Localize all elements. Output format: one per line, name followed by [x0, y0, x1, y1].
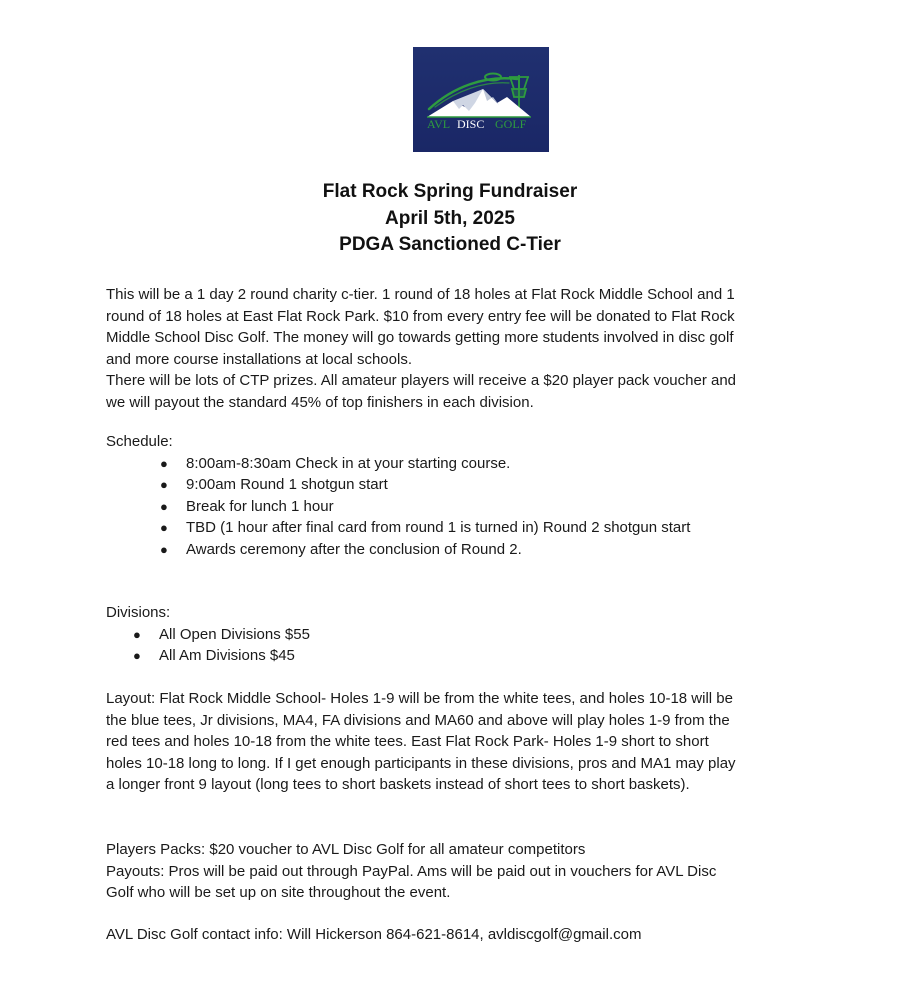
bullet-icon: ●: [133, 648, 141, 663]
division-item: [106, 624, 806, 646]
logo-text-avl: AVL: [427, 117, 451, 131]
schedule-item-text: Awards ceremony after the conclusion of Round 2.: [186, 540, 522, 558]
schedule-item: [106, 517, 806, 539]
bullet-icon: ●: [160, 498, 168, 514]
schedule-item-text: 8:00am-8:30am Check in at your starting course.: [186, 454, 511, 472]
division-item-text: All Am Divisions $45: [159, 647, 295, 664]
logo-text-golf: GOLF: [495, 117, 527, 131]
divisions-section: [106, 602, 806, 667]
schedule-list: [106, 453, 806, 561]
intro-line: This will be a 1 day 2 round charity c-tier. 1 round of 18 holes at Flat Rock Middle School and 1: [106, 286, 735, 303]
schedule-item-text: Break for lunch 1 hour: [186, 497, 334, 515]
event-title: Flat Rock Spring Fundraiser: [322, 181, 578, 202]
avl-disc-golf-logo: [413, 47, 549, 152]
layout-line: red tees and holes 10-18 from the white tees. East Flat Rock Park- Holes 1-9 short to short: [106, 733, 709, 750]
schedule-item: [106, 539, 806, 561]
schedule-item: [106, 496, 806, 518]
intro-line: and more course installations at local schools.: [106, 350, 412, 368]
event-date: April 5th, 2025: [385, 207, 515, 229]
intro-line: Middle School Disc Golf. The money will go towards getting more students involved in disc golf: [106, 329, 734, 346]
schedule-item-text: TBD (1 hour after final card from round 1 is turned in) Round 2 shotgun start: [186, 519, 691, 536]
payouts-line: Golf who will be set up on site throughout the event.: [106, 884, 451, 901]
layout-paragraph: [106, 688, 806, 796]
intro-line: There will be lots of CTP prizes. All amateur players will receive a $20 player pack voucher and: [106, 372, 737, 389]
layout-line: the blue tees, Jr divisions, MA4, FA divisions and MA60 and above will play holes 1-9 from the: [106, 711, 730, 729]
packs-line: Players Packs: $20 voucher to AVL Disc Golf for all amateur competitors: [106, 841, 586, 858]
logo-text-disc: DISC: [457, 117, 485, 131]
event-tier: PDGA Sanctioned C-Tier: [339, 234, 561, 255]
schedule-item: [106, 474, 806, 496]
division-item-text: All Open Divisions $55: [159, 625, 310, 643]
divisions-heading: Divisions:: [106, 604, 171, 621]
layout-line: Layout: Flat Rock Middle School- Holes 1-9 will be from the white tees, and holes 10-18 will be: [106, 690, 733, 707]
schedule-item-text: 9:00am Round 1 shotgun start: [186, 476, 388, 493]
intro-line: round of 18 holes at East Flat Rock Park. $10 from every entry fee will be donated to Flat Rock: [106, 307, 735, 325]
logo-graphic: [413, 47, 549, 152]
packs-payouts-paragraph: [106, 839, 806, 904]
intro-paragraph: [106, 284, 806, 413]
layout-line: holes 10-18 long to long. If I get enough participants in these divisions, pros and MA1 may play: [106, 754, 736, 772]
bullet-icon: ●: [160, 455, 168, 471]
schedule-heading: Schedule:: [106, 433, 173, 450]
bullet-icon: ●: [160, 520, 168, 535]
division-item: [106, 645, 806, 667]
event-title-block: [0, 179, 900, 259]
divisions-list: [106, 624, 806, 667]
bullet-icon: ●: [160, 477, 168, 492]
bullet-icon: ●: [133, 626, 141, 642]
intro-line: we will payout the standard 45% of top finishers in each division.: [106, 393, 534, 411]
layout-line: a longer front 9 layout (long tees to short baskets instead of short tees to short baskets).: [106, 776, 690, 793]
contact-info: AVL Disc Golf contact info: Will Hickerson 864-621-8614, avldiscgolf@gmail.com: [106, 926, 642, 943]
bullet-icon: ●: [160, 541, 168, 557]
payouts-line: Payouts: Pros will be paid out through PayPal. Ams will be paid out in vouchers for AVL Disc: [106, 862, 717, 880]
schedule-section: [106, 431, 806, 560]
schedule-item: [106, 453, 806, 475]
